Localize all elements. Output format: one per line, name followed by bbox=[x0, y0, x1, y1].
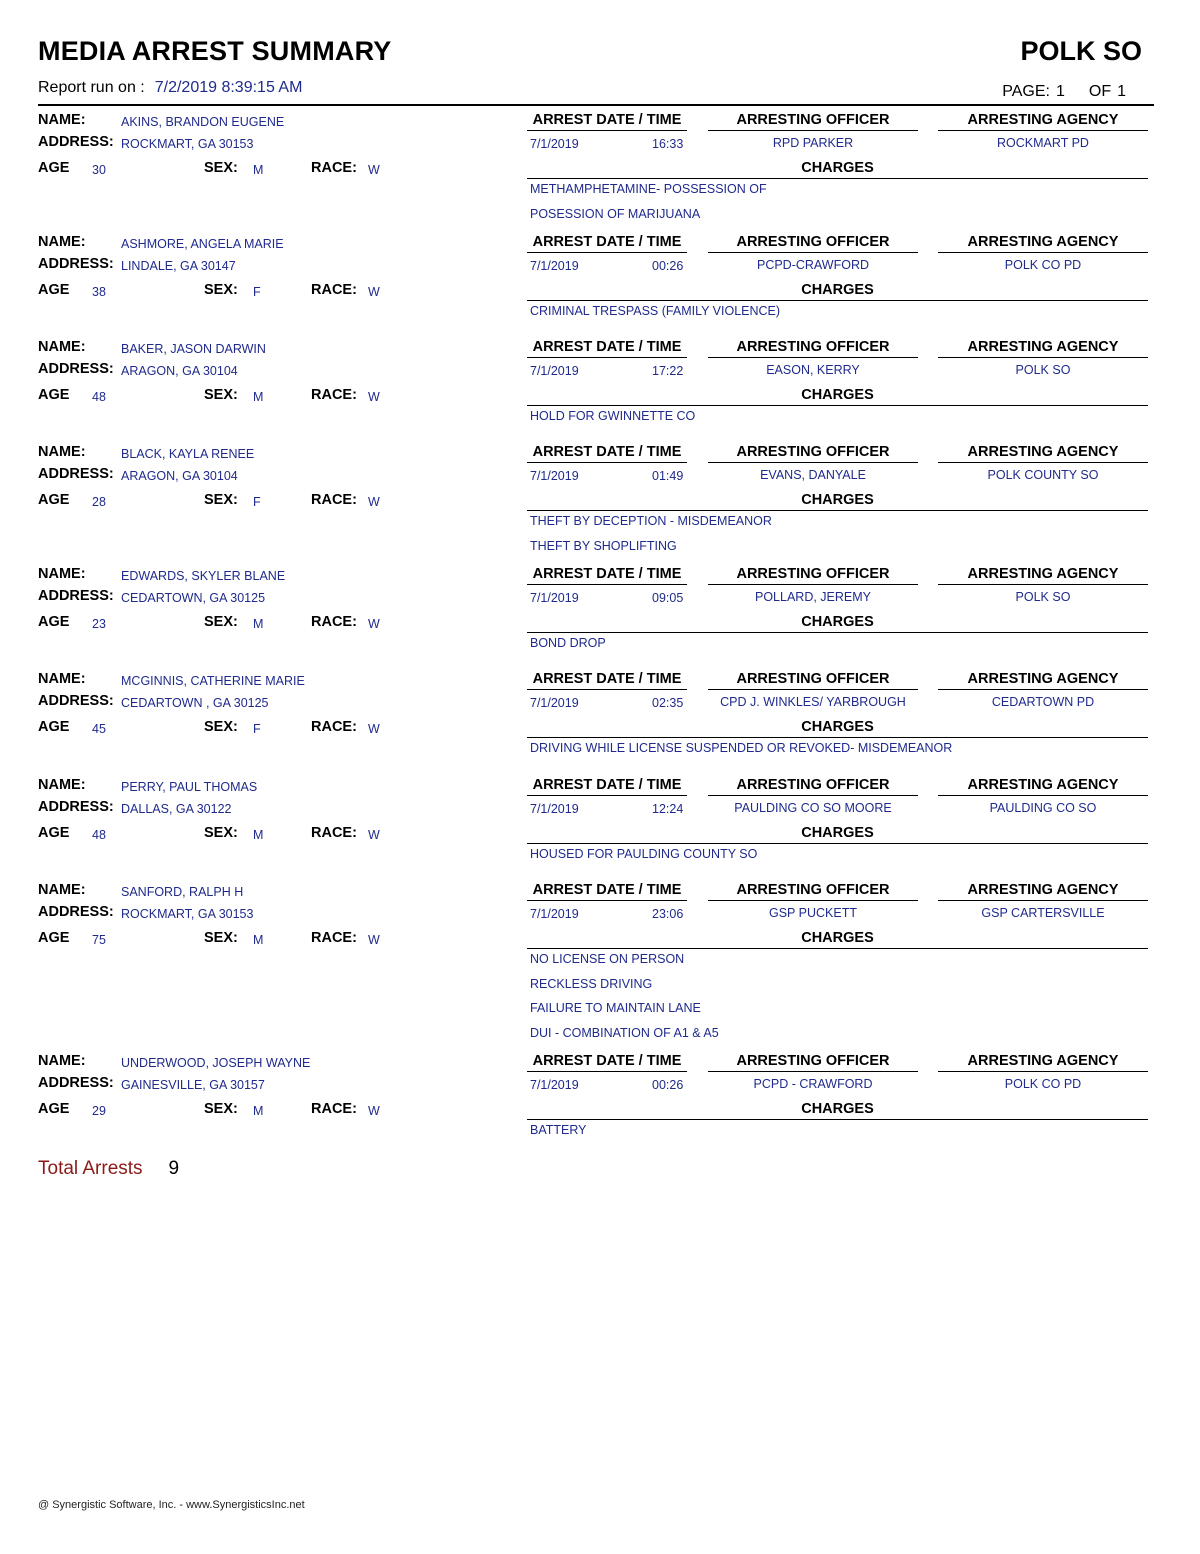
arresting-agency: POLK CO PD bbox=[1004, 1077, 1082, 1091]
arrestee-race: W bbox=[368, 722, 380, 736]
arrest-date: 7/1/2019 bbox=[530, 364, 579, 378]
age-label: AGE bbox=[38, 614, 70, 630]
race-label: RACE: bbox=[311, 825, 357, 841]
address-label: ADDRESS: bbox=[38, 466, 114, 482]
arrest-date: 7/1/2019 bbox=[530, 907, 579, 921]
arrest-datetime-header: ARREST DATE / TIME bbox=[527, 444, 687, 463]
charges-list bbox=[530, 514, 772, 563]
arrestee-name: BAKER, JASON DARWIN bbox=[121, 342, 266, 356]
sex-label: SEX: bbox=[204, 719, 238, 735]
sex-label: SEX: bbox=[204, 282, 238, 298]
charges-header: CHARGES bbox=[527, 930, 1148, 949]
race-label: RACE: bbox=[311, 492, 357, 508]
arresting-agency-header: ARRESTING AGENCY bbox=[938, 444, 1148, 463]
arrest-datetime-header: ARREST DATE / TIME bbox=[527, 777, 687, 796]
arrestee-address: LINDALE, GA 30147 bbox=[121, 259, 236, 273]
arrest-date: 7/1/2019 bbox=[530, 591, 579, 605]
charges-header: CHARGES bbox=[527, 825, 1148, 844]
arrest-date: 7/1/2019 bbox=[530, 137, 579, 151]
arresting-officer-header: ARRESTING OFFICER bbox=[708, 339, 918, 358]
arrestee-address: CEDARTOWN, GA 30125 bbox=[121, 591, 266, 605]
arrest-date: 7/1/2019 bbox=[530, 259, 579, 273]
arrestee-age: 48 bbox=[92, 390, 106, 404]
arresting-agency-header: ARRESTING AGENCY bbox=[938, 339, 1148, 358]
charge-item: BOND DROP bbox=[530, 636, 606, 650]
arrestee-address: ARAGON, GA 30104 bbox=[121, 469, 238, 483]
race-label: RACE: bbox=[311, 1101, 357, 1117]
address-label: ADDRESS: bbox=[38, 1075, 114, 1091]
arresting-officer-header: ARRESTING OFFICER bbox=[708, 444, 918, 463]
sex-label: SEX: bbox=[204, 1101, 238, 1117]
charges-header: CHARGES bbox=[527, 282, 1148, 301]
name-label: NAME: bbox=[38, 1053, 86, 1069]
charge-item: HOLD FOR GWINNETTE CO bbox=[530, 409, 696, 423]
race-label: RACE: bbox=[311, 614, 357, 630]
charges-list bbox=[530, 952, 719, 1051]
arrestee-race: W bbox=[368, 828, 380, 842]
arrest-datetime-header: ARREST DATE / TIME bbox=[527, 339, 687, 358]
age-label: AGE bbox=[38, 930, 70, 946]
charge-item: HOUSED FOR PAULDING COUNTY SO bbox=[530, 847, 758, 861]
arrestee-name: BLACK, KAYLA RENEE bbox=[121, 447, 255, 461]
charges-header: CHARGES bbox=[527, 719, 1148, 738]
arresting-officer-header: ARRESTING OFFICER bbox=[708, 882, 918, 901]
age-label: AGE bbox=[38, 1101, 70, 1117]
page-label: PAGE: bbox=[1002, 83, 1050, 100]
arrestee-sex: M bbox=[253, 1104, 264, 1118]
age-label: AGE bbox=[38, 160, 70, 176]
arrest-time: 02:35 bbox=[652, 696, 684, 710]
arrestee-race: W bbox=[368, 617, 380, 631]
name-label: NAME: bbox=[38, 444, 86, 460]
address-label: ADDRESS: bbox=[38, 256, 114, 272]
age-label: AGE bbox=[38, 282, 70, 298]
arresting-officer-header: ARRESTING OFFICER bbox=[708, 112, 918, 131]
name-label: NAME: bbox=[38, 882, 86, 898]
charges-list bbox=[530, 409, 695, 434]
race-label: RACE: bbox=[311, 387, 357, 403]
arrestee-sex: M bbox=[253, 390, 264, 404]
arresting-agency: ROCKMART PD bbox=[997, 136, 1089, 150]
address-label: ADDRESS: bbox=[38, 904, 114, 920]
charge-item: DRIVING WHILE LICENSE SUSPENDED OR REVOKED- MISDEMEANOR bbox=[530, 741, 953, 755]
arrest-time: 12:24 bbox=[652, 802, 684, 816]
arrestee-sex: F bbox=[253, 495, 261, 509]
arrest-time: 23:06 bbox=[652, 907, 684, 921]
total-arrests bbox=[38, 1158, 179, 1180]
arrest-time: 00:26 bbox=[652, 1078, 684, 1092]
arrest-date: 7/1/2019 bbox=[530, 802, 579, 816]
address-label: ADDRESS: bbox=[38, 799, 114, 815]
arresting-agency-header: ARRESTING AGENCY bbox=[938, 1053, 1148, 1072]
arrestee-race: W bbox=[368, 495, 380, 509]
age-label: AGE bbox=[38, 387, 70, 403]
arrest-datetime-header: ARREST DATE / TIME bbox=[527, 234, 687, 253]
arrestee-sex: F bbox=[253, 285, 261, 299]
arresting-officer: EVANS, DANYALE bbox=[760, 468, 866, 482]
arresting-officer: PCPD - CRAWFORD bbox=[753, 1077, 873, 1091]
arresting-agency: POLK CO PD bbox=[1004, 258, 1082, 272]
arrestee-address: CEDARTOWN , GA 30125 bbox=[121, 696, 269, 710]
charges-list bbox=[530, 182, 767, 231]
arresting-officer: PCPD-CRAWFORD bbox=[756, 258, 870, 272]
sex-label: SEX: bbox=[204, 825, 238, 841]
sex-label: SEX: bbox=[204, 930, 238, 946]
arresting-agency: GSP CARTERSVILLE bbox=[981, 906, 1105, 920]
name-label: NAME: bbox=[38, 671, 86, 687]
address-label: ADDRESS: bbox=[38, 361, 114, 377]
arrest-time: 00:26 bbox=[652, 259, 684, 273]
report-run-on bbox=[38, 79, 302, 97]
arresting-officer-header: ARRESTING OFFICER bbox=[708, 777, 918, 796]
arresting-officer: EASON, KERRY bbox=[766, 363, 860, 377]
arrestee-age: 29 bbox=[92, 1104, 106, 1118]
sex-label: SEX: bbox=[204, 614, 238, 630]
charges-list bbox=[530, 636, 606, 661]
arrestee-race: W bbox=[368, 163, 380, 177]
arresting-officer: RPD PARKER bbox=[772, 136, 854, 150]
arrest-date: 7/1/2019 bbox=[530, 1078, 579, 1092]
arresting-officer-header: ARRESTING OFFICER bbox=[708, 566, 918, 585]
arrestee-address: ROCKMART, GA 30153 bbox=[121, 137, 254, 151]
arrest-datetime-header: ARREST DATE / TIME bbox=[527, 882, 687, 901]
race-label: RACE: bbox=[311, 282, 357, 298]
charge-item: RECKLESS DRIVING bbox=[530, 976, 653, 991]
charges-header: CHARGES bbox=[527, 1101, 1148, 1120]
arrestee-name: MCGINNIS, CATHERINE MARIE bbox=[121, 674, 305, 688]
sex-label: SEX: bbox=[204, 387, 238, 403]
sex-label: SEX: bbox=[204, 160, 238, 176]
arresting-agency-header: ARRESTING AGENCY bbox=[938, 882, 1148, 901]
report-agency: POLK SO bbox=[1020, 36, 1142, 66]
arrest-datetime-header: ARREST DATE / TIME bbox=[527, 1053, 687, 1072]
charge-item: DUI - COMBINATION OF A1 & A5 bbox=[530, 1026, 719, 1041]
total-arrests-count: 9 bbox=[168, 1158, 180, 1179]
arresting-agency: POLK COUNTY SO bbox=[987, 468, 1099, 482]
page-indicator bbox=[996, 83, 1126, 101]
arrestee-name: EDWARDS, SKYLER BLANE bbox=[121, 569, 286, 583]
address-label: ADDRESS: bbox=[38, 134, 114, 150]
arresting-agency: PAULDING CO SO bbox=[989, 801, 1097, 815]
charge-item: FAILURE TO MAINTAIN LANE bbox=[530, 1001, 701, 1016]
age-label: AGE bbox=[38, 825, 70, 841]
arrest-datetime-header: ARREST DATE / TIME bbox=[527, 112, 687, 131]
name-label: NAME: bbox=[38, 566, 86, 582]
sex-label: SEX: bbox=[204, 492, 238, 508]
arrestee-sex: M bbox=[253, 933, 264, 947]
arrestee-age: 75 bbox=[92, 933, 106, 947]
arrestee-address: DALLAS, GA 30122 bbox=[121, 802, 232, 816]
charge-item: CRIMINAL TRESPASS (FAMILY VIOLENCE) bbox=[530, 304, 781, 318]
name-label: NAME: bbox=[38, 777, 86, 793]
arrestee-address: GAINESVILLE, GA 30157 bbox=[121, 1078, 265, 1092]
arrestee-race: W bbox=[368, 933, 380, 947]
arresting-officer: CPD J. WINKLES/ YARBROUGH bbox=[720, 695, 906, 709]
run-on-value: 7/2/2019 8:39:15 AM bbox=[154, 79, 303, 96]
arresting-officer-header: ARRESTING OFFICER bbox=[708, 1053, 918, 1072]
total-arrests-label: Total Arrests bbox=[38, 1158, 143, 1179]
arrestee-race: W bbox=[368, 285, 380, 299]
address-label: ADDRESS: bbox=[38, 588, 114, 604]
charges-header: CHARGES bbox=[527, 160, 1148, 179]
run-on-label: Report run on : bbox=[38, 79, 145, 96]
arrestee-address: ARAGON, GA 30104 bbox=[121, 364, 238, 378]
charges-header: CHARGES bbox=[527, 492, 1148, 511]
page-total: 1 bbox=[1117, 83, 1126, 100]
name-label: NAME: bbox=[38, 234, 86, 250]
arresting-officer-header: ARRESTING OFFICER bbox=[708, 234, 918, 253]
arresting-agency-header: ARRESTING AGENCY bbox=[938, 112, 1148, 131]
charges-list bbox=[530, 847, 757, 872]
arrestee-sex: M bbox=[253, 617, 264, 631]
arrest-date: 7/1/2019 bbox=[530, 696, 579, 710]
arresting-agency: CEDARTOWN PD bbox=[991, 695, 1095, 709]
arrestee-name: SANFORD, RALPH H bbox=[121, 885, 244, 899]
arrestee-race: W bbox=[368, 1104, 380, 1118]
arrestee-name: UNDERWOOD, JOSEPH WAYNE bbox=[121, 1056, 311, 1070]
arresting-agency-header: ARRESTING AGENCY bbox=[938, 777, 1148, 796]
arresting-agency: POLK SO bbox=[1015, 363, 1071, 377]
arresting-officer: GSP PUCKETT bbox=[769, 906, 857, 920]
arrestee-race: W bbox=[368, 390, 380, 404]
name-label: NAME: bbox=[38, 339, 86, 355]
address-label: ADDRESS: bbox=[38, 693, 114, 709]
arrest-datetime-header: ARREST DATE / TIME bbox=[527, 566, 687, 585]
race-label: RACE: bbox=[311, 160, 357, 176]
header-divider bbox=[38, 104, 1154, 106]
arrestee-age: 48 bbox=[92, 828, 106, 842]
arresting-officer: POLLARD, JEREMY bbox=[754, 590, 871, 604]
footer-credit: @ Synergistic Software, Inc. - www.SynergisticsInc.net bbox=[38, 1499, 305, 1511]
arrestee-sex: F bbox=[253, 722, 261, 736]
charge-item: THEFT BY SHOPLIFTING bbox=[530, 538, 677, 553]
arrestee-age: 38 bbox=[92, 285, 106, 299]
arrestee-name: PERRY, PAUL THOMAS bbox=[121, 780, 258, 794]
arrest-time: 01:49 bbox=[652, 469, 684, 483]
report-title: MEDIA ARREST SUMMARY bbox=[38, 36, 392, 66]
charges-list bbox=[530, 304, 780, 329]
arrestee-address: ROCKMART, GA 30153 bbox=[121, 907, 254, 921]
arresting-officer: PAULDING CO SO MOORE bbox=[734, 801, 892, 815]
race-label: RACE: bbox=[311, 930, 357, 946]
arresting-agency-header: ARRESTING AGENCY bbox=[938, 671, 1148, 690]
arrest-time: 09:05 bbox=[652, 591, 684, 605]
charge-item: BATTERY bbox=[530, 1123, 587, 1137]
arrest-datetime-header: ARREST DATE / TIME bbox=[527, 671, 687, 690]
charges-list bbox=[530, 1123, 587, 1148]
age-label: AGE bbox=[38, 719, 70, 735]
arrestee-name: AKINS, BRANDON EUGENE bbox=[121, 115, 285, 129]
charges-header: CHARGES bbox=[527, 387, 1148, 406]
arrestee-name: ASHMORE, ANGELA MARIE bbox=[121, 237, 284, 251]
arrestee-sex: M bbox=[253, 828, 264, 842]
arresting-agency: POLK SO bbox=[1015, 590, 1071, 604]
charge-item: METHAMPHETAMINE- POSSESSION OF bbox=[530, 182, 767, 196]
of-label: OF bbox=[1088, 83, 1112, 100]
name-label: NAME: bbox=[38, 112, 86, 128]
arresting-officer-header: ARRESTING OFFICER bbox=[708, 671, 918, 690]
arresting-agency-header: ARRESTING AGENCY bbox=[938, 566, 1148, 585]
arrestee-age: 23 bbox=[92, 617, 106, 631]
arrestee-age: 30 bbox=[92, 163, 106, 177]
charges-list bbox=[530, 741, 952, 766]
charge-item: THEFT BY DECEPTION - MISDEMEANOR bbox=[530, 514, 772, 528]
charges-header: CHARGES bbox=[527, 614, 1148, 633]
arresting-agency-header: ARRESTING AGENCY bbox=[938, 234, 1148, 253]
age-label: AGE bbox=[38, 492, 70, 508]
arrestee-age: 45 bbox=[92, 722, 106, 736]
arrestee-sex: M bbox=[253, 163, 264, 177]
page-number: 1 bbox=[1055, 83, 1065, 100]
race-label: RACE: bbox=[311, 719, 357, 735]
arrest-date: 7/1/2019 bbox=[530, 469, 579, 483]
arrestee-age: 28 bbox=[92, 495, 106, 509]
charge-item: POSESSION OF MARIJUANA bbox=[530, 206, 701, 221]
charge-item: NO LICENSE ON PERSON bbox=[530, 952, 685, 966]
arrest-time: 16:33 bbox=[652, 137, 684, 151]
arrest-time: 17:22 bbox=[652, 364, 684, 378]
